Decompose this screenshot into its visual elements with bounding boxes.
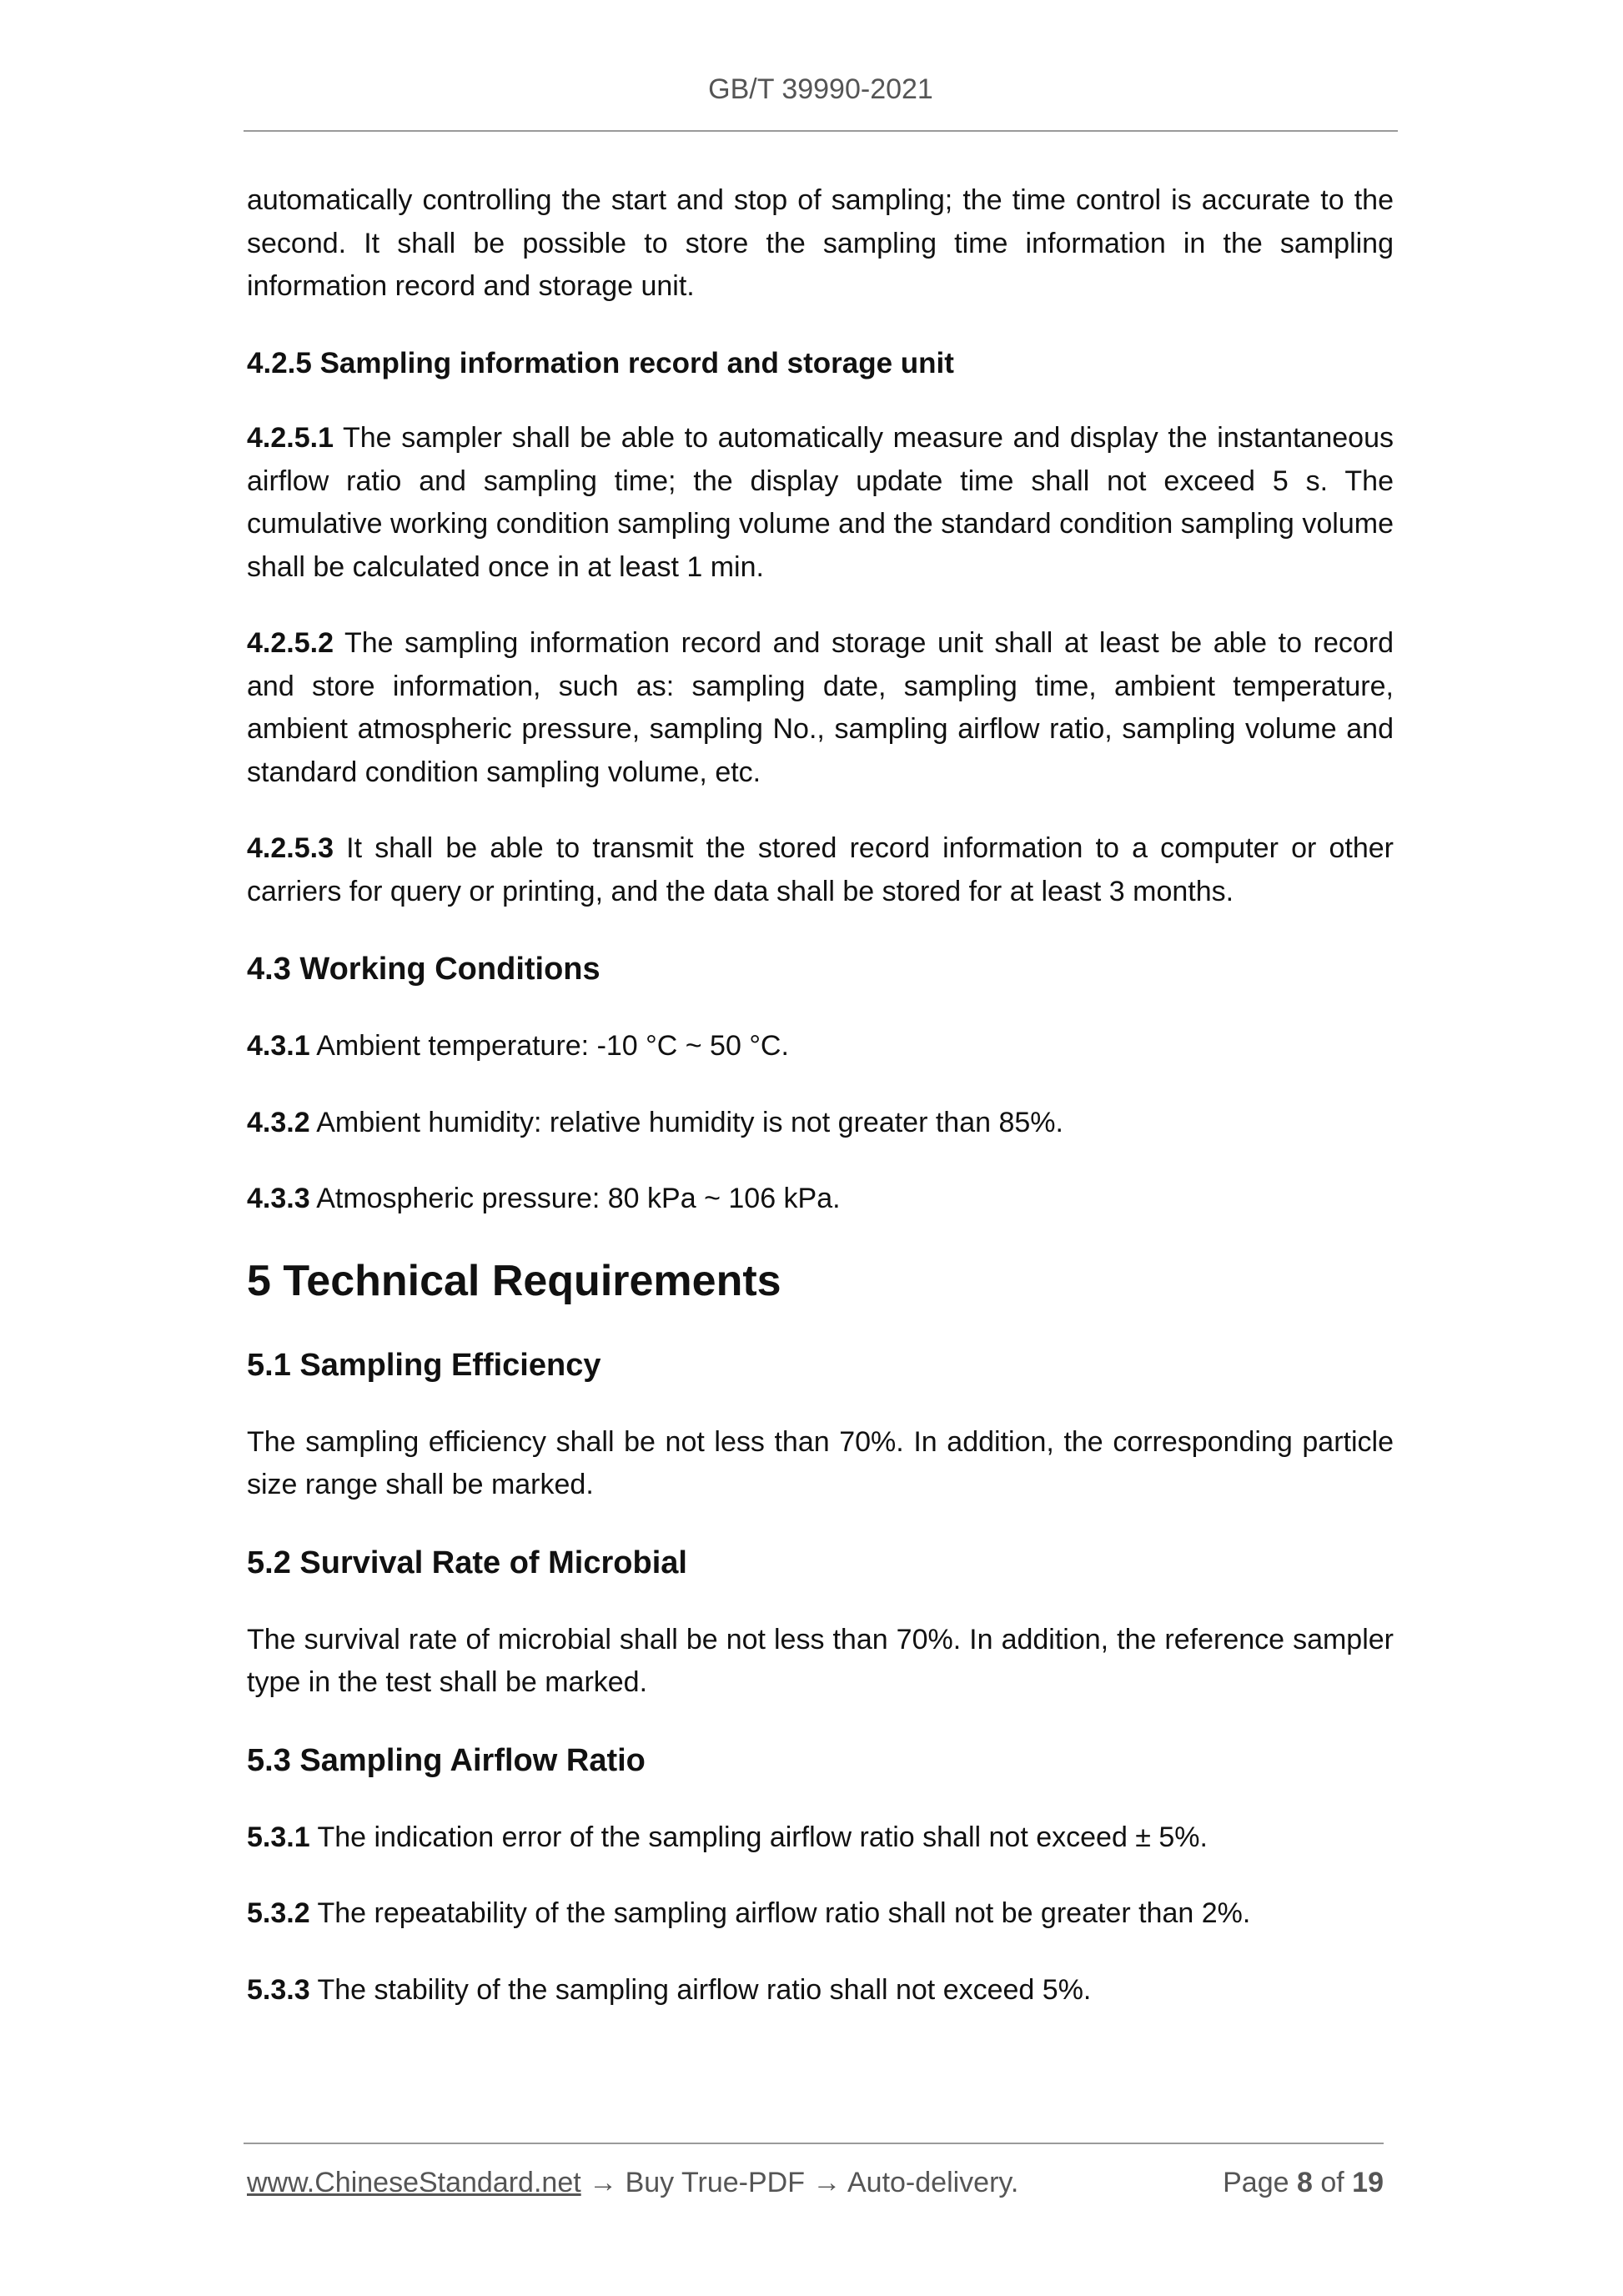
page-total: 19 xyxy=(1352,2167,1384,2198)
clause-number: 4.3.2 xyxy=(247,1106,310,1138)
of-label: of xyxy=(1320,2167,1344,2198)
clause-text: The repeatability of the sampling airflow ratio shall not be greater than 2%. xyxy=(309,1897,1251,1929)
clause-number: 4.3.1 xyxy=(247,1030,310,1062)
clause-text: Ambient temperature: -10 °C ~ 50 °C. xyxy=(309,1030,789,1062)
heading-4-2-5: 4.2.5 Sampling information record and storage unit xyxy=(247,346,954,379)
clause-4-3-1 xyxy=(247,1025,1394,1068)
page-label: Page xyxy=(1223,2167,1289,2198)
clause-number: 4.3.3 xyxy=(247,1183,310,1214)
clause-text: The stability of the sampling airflow ratio shall not exceed 5%. xyxy=(309,1973,1092,2006)
clause-text: Ambient humidity: relative humidity is not greater than 85%. xyxy=(309,1106,1063,1138)
clause-5-3-1 xyxy=(247,1816,1394,1860)
footer-promo xyxy=(247,2167,1018,2199)
heading-4-3: 4.3 Working Conditions xyxy=(247,952,600,987)
intro-paragraph: automatically controlling the start and stop of sampling; the time control is accurate to the second. It shall be possible to store the sampling time information in the sampling information record and storage unit. xyxy=(247,184,1394,302)
clause-4-3-3 xyxy=(247,1178,1394,1221)
clause-number: 4.2.5.1 xyxy=(247,422,334,454)
clause-5-3-3 xyxy=(247,1969,1394,2012)
paragraph-5-2: The survival rate of microbial shall be not less than 70%. In addition, the reference sampler type in the test shall be marked. xyxy=(247,1623,1394,1698)
header-divider xyxy=(244,130,1398,132)
heading-5: 5 Technical Requirements xyxy=(247,1256,781,1305)
heading-5-3: 5.3 Sampling Airflow Ratio xyxy=(247,1742,646,1778)
clause-number: 5.3.1 xyxy=(247,1821,310,1853)
paragraph-5-1: The sampling efficiency shall be not less than 70%. In addition, the corresponding particle size range shall be marked. xyxy=(247,1425,1394,1500)
page-number: 8 xyxy=(1296,2167,1313,2198)
clause-number: 5.3.3 xyxy=(247,1973,310,2006)
footer-promo-text: → Buy True-PDF → Auto-delivery. xyxy=(580,2167,1019,2198)
clause-text: The sampler shall be able to automatically measure and display the instantaneous airflow ratio and sampling time; the display update time shall not exceed 5 s. The cumulative working condition sampling volume and the standard condition sampling volume shall be calculated once in at least 1 min. xyxy=(247,422,1394,583)
heading-5-2: 5.2 Survival Rate of Microbial xyxy=(247,1545,687,1580)
clause-number: 5.3.2 xyxy=(247,1897,310,1929)
heading-5-1: 5.1 Sampling Efficiency xyxy=(247,1347,601,1383)
clause-4-2-5-1 xyxy=(247,417,1394,589)
page-content xyxy=(247,179,1394,2045)
clause-5-3-2 xyxy=(247,1892,1394,1936)
page-header: GB/T 39990-2021 xyxy=(708,73,933,105)
page-indicator xyxy=(1223,2167,1384,2199)
page-footer xyxy=(247,2167,1384,2199)
clause-text: It shall be able to transmit the stored record information to a computer or other carriers for query or printing, and the data shall be stored for at least 3 months. xyxy=(247,832,1394,907)
footer-divider xyxy=(244,2143,1384,2144)
clause-text: The indication error of the sampling airflow ratio shall not exceed ± 5%. xyxy=(309,1821,1208,1853)
clause-text: The sampling information record and storage unit shall at least be able to record and store information, such as: sampling date, sampling time, ambient temperature, ambient atmospheric pressure, sampling No., sampling airflow ratio, sampling volume and standard condition sampling volume, etc. xyxy=(247,627,1394,788)
clause-number: 4.2.5.3 xyxy=(247,832,334,864)
clause-text: Atmospheric pressure: 80 kPa ~ 106 kPa. xyxy=(309,1183,841,1214)
website-link[interactable]: www.ChineseStandard.net xyxy=(247,2167,581,2198)
clause-4-3-2 xyxy=(247,1102,1394,1145)
clause-4-2-5-2 xyxy=(247,622,1394,794)
clause-4-2-5-3 xyxy=(247,827,1394,913)
clause-number: 4.2.5.2 xyxy=(247,627,334,659)
